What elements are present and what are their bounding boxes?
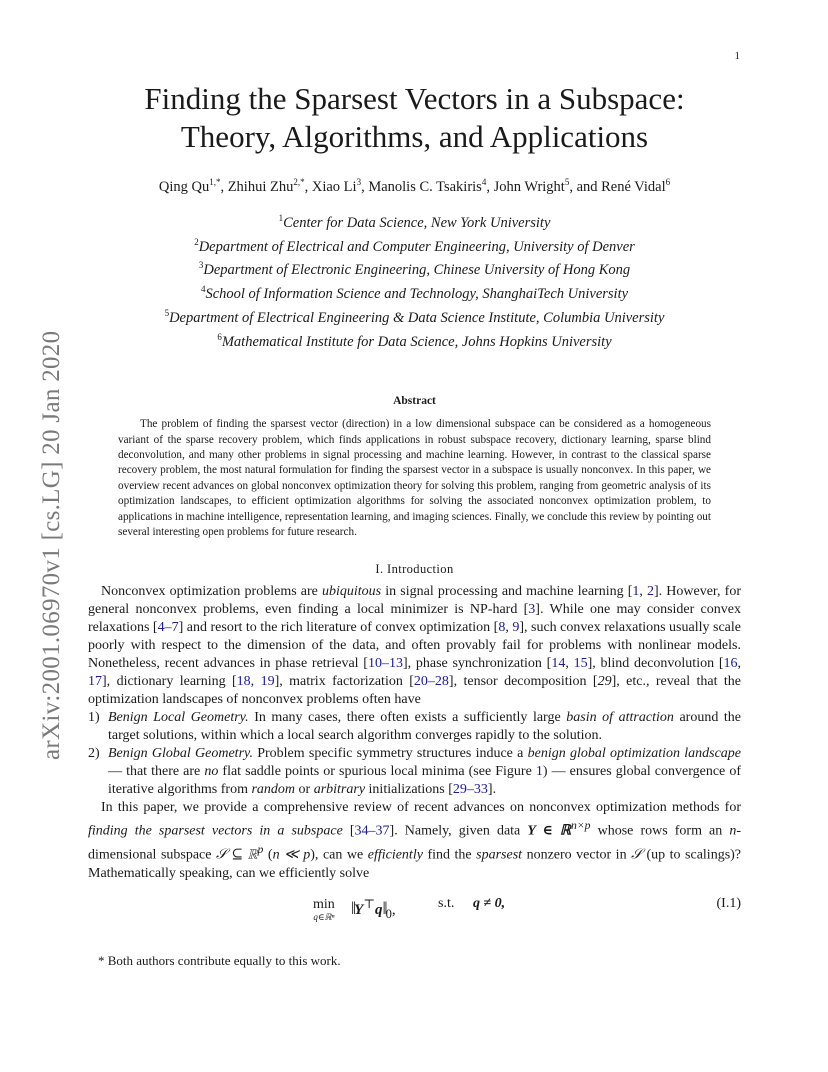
title-line-1: Finding the Sparsest Vectors in a Subspace: [144, 81, 685, 116]
math-superscript: p [257, 843, 264, 857]
text-run: ] and resort to the rich literature of convex optimization [ [178, 620, 499, 636]
author-name: Qing Qu [158, 178, 210, 195]
math-inline: 𝒮 [631, 847, 642, 863]
affiliation-mark: 3 [198, 260, 204, 271]
emphasis-text: efficiently [367, 847, 423, 863]
emphasis-text: benign global optimization landscape [527, 746, 741, 762]
equation-norm [351, 896, 396, 922]
text-run: whose rows form an [590, 824, 730, 840]
author-name: John Wright [493, 178, 565, 195]
text-run: ], blind deconvolution [ [587, 656, 724, 672]
text-run: flat saddle points or spurious local minima (see Figure [218, 764, 536, 780]
affiliation-list [88, 209, 741, 352]
math-inline: Y ∈ ℝ [527, 824, 571, 840]
section-heading-introduction: I. Introduction [375, 562, 454, 577]
math-inline: n [729, 824, 737, 840]
text-run: initializations [ [365, 782, 453, 798]
citation-link[interactable]: 34–37 [354, 824, 390, 840]
emphasis-text: no [204, 764, 219, 780]
equation-constraint: q ≠ 0, [473, 895, 506, 911]
text-run: ( [263, 847, 273, 863]
text-run: , [565, 656, 574, 672]
text-run: ], tensor decomposition [ [448, 674, 598, 690]
text-run: In this paper, we provide a comprehensive review of recent advances on nonconvex optimization methods for [101, 800, 741, 816]
citation-link[interactable]: 14 [551, 656, 566, 672]
affiliation [88, 209, 741, 233]
geometry-property-list [88, 709, 741, 799]
citation-link[interactable]: 15 [573, 656, 588, 672]
equation-comma: , [391, 901, 396, 918]
text-run: find the [422, 847, 477, 863]
citation-link[interactable]: 8 [498, 620, 506, 636]
author-name: René Vidal [601, 178, 666, 195]
affiliation-text: School of Information Science and Technology, ShanghaiTech University [205, 286, 629, 303]
author-separator: , [304, 178, 312, 195]
author-affil-mark: 4 [481, 177, 487, 187]
min-label: min [313, 896, 335, 912]
equation-min-operator [313, 897, 335, 922]
author-name: Manolis C. Tsakiris [368, 178, 482, 195]
text-run: nonzero vector in [522, 847, 632, 863]
page-number: 1 [734, 50, 740, 62]
list-item [88, 745, 741, 799]
emphasis-text: finding the sparsest vectors in a subspace [88, 824, 343, 840]
affiliation-mark: 1 [278, 212, 284, 223]
author-affil-mark: 1,* [209, 177, 221, 187]
citation-link[interactable]: 1 [632, 584, 640, 600]
arxiv-identifier-stamp[interactable]: arXiv:2001.06970v1 [cs.LG] 20 Jan 2020 [38, 330, 65, 760]
author-affil-mark: 3 [356, 177, 362, 187]
emphasis-text: random [251, 782, 296, 798]
paper-title [88, 80, 741, 156]
text-run: around the target solutions, within which a local search algorithm converges rapidly to the solution. [108, 710, 742, 744]
equation-I-1 [88, 891, 741, 931]
text-run: — that there are [108, 764, 205, 780]
text-run: In many cases, there often exists a sufficiently large [248, 710, 567, 726]
citation-link[interactable]: 3 [528, 602, 536, 618]
min-subscript: q∈ℝⁿ [313, 911, 335, 922]
norm-bar: ‖ [382, 897, 386, 918]
figure-link[interactable]: 1 [535, 764, 543, 780]
text-run: ], matrix factorization [ [274, 674, 414, 690]
abstract-block [118, 394, 711, 541]
text-run: ]. However, for general nonconvex problems, even finding a local minimizer is NP-hard [ [88, 584, 741, 618]
text-run: [ [342, 824, 355, 840]
subject-to-label: s.t. [438, 895, 455, 911]
author-list [88, 172, 741, 197]
norm-bar: ‖ [351, 897, 355, 918]
citation-link[interactable]: 16 [723, 656, 738, 672]
affiliation-mark: 4 [200, 284, 206, 295]
author-separator: , and [569, 178, 602, 195]
text-run: ], phase synchronization [ [402, 656, 552, 672]
text-run: Nonconvex optimization problems are [101, 584, 322, 600]
citation-link[interactable]: 4–7 [157, 620, 179, 636]
text-run: , [505, 620, 513, 636]
text-run: , [737, 656, 741, 672]
affiliation [88, 304, 741, 328]
affiliation-text: Department of Electrical Engineering & Data Science Institute, Columbia University [169, 309, 665, 326]
footnote: * Both authors contribute equally to this work. [98, 952, 341, 968]
text-run: , [639, 584, 647, 600]
title-line-2: Theory, Algorithms, and Applications [180, 119, 649, 154]
citation-link[interactable]: 9 [512, 620, 520, 636]
author-name: Xiao Li [311, 178, 357, 195]
math-superscript: n×p [570, 819, 591, 833]
math-inline: n ≪ p [272, 847, 311, 863]
transpose-symbol: ⊤ [363, 896, 375, 911]
math-vector-q: q [375, 901, 383, 918]
text-run: or [295, 782, 314, 798]
list-item-number: 2) [88, 746, 100, 762]
affiliation [88, 328, 741, 352]
text-run: ]. Namely, given data [389, 824, 528, 840]
affiliation-text: Center for Data Science, New York University [283, 214, 551, 231]
affiliation [88, 280, 741, 304]
text-run: ], such convex relaxations usually scale poorly with respect to the dimension of the data, and often provably fail for problems with nonlinear models. Nonetheless, recent advances in phase retrieval [ [88, 620, 741, 672]
equation-number: (I.1) [716, 895, 741, 911]
abstract-heading: Abstract [393, 394, 436, 407]
intro-paragraph-2 [88, 799, 741, 882]
text-run: ), can we [310, 847, 368, 863]
citation-link[interactable]: 2 [647, 584, 654, 600]
author-affil-mark: 6 [665, 177, 671, 187]
emphasis-text: ubiquitous [322, 584, 382, 600]
affiliation [88, 256, 741, 280]
author-affil-mark: 5 [564, 177, 570, 187]
paper-content [88, 80, 741, 969]
citation-link[interactable]: 19 [260, 674, 275, 690]
text-run: -dimensional subspace [88, 824, 741, 863]
text-run: ], etc., reveal that the optimization landscapes of nonconvex problems often have [88, 674, 741, 708]
text-run: Problem specific symmetry structures induce a [252, 746, 528, 762]
emphasis-text: basin of attraction [566, 710, 674, 726]
emphasis-text: Benign Global Geometry. [108, 746, 253, 762]
text-run: ]. While one may consider convex relaxations [ [88, 602, 741, 636]
affiliation-mark: 5 [164, 308, 170, 319]
affiliation-text: Department of Electronic Engineering, Chinese University of Hong Kong [203, 262, 631, 279]
affiliation-mark: 2 [194, 236, 199, 247]
norm-subscript: 0 [385, 906, 392, 921]
emphasis-text: sparsest [476, 847, 523, 863]
author-separator: , [486, 178, 494, 195]
author-separator: , [220, 178, 228, 195]
citation-link[interactable]: 17 [88, 674, 102, 690]
text-run: in signal processing and machine learning [ [381, 584, 633, 600]
text-run: (up to scalings)? Mathematically speaking, can we efficiently solve [88, 847, 742, 881]
text-run: ], dictionary learning [ [102, 674, 237, 690]
list-item-number: 1) [88, 710, 100, 726]
abstract-body: The problem of finding the sparsest vector (direction) in a low dimensional subspace can be considered as a homogeneous variant of the sparse recovery problem, which finds applications in robust subspace recovery, dictionary learning, sparse blind deconvolution, and many other problems in signal processing and machine learning. However, in contrast to the classical sparse recovery problem, the most natural formulation for finding the sparsest vector in a subspace is usually nonconvex. In this paper, we overview recent advances on global nonconvex optimization theory for solving this problem, ranging from geometric analysis of its optimization landscapes, to efficient optimization algorithms for solving the associated nonconvex optimization problem, to applications in machine intelligence, representation learning, and imaging sciences. Finally, we conclude this review by pointing out several interesting open problems for future research. [118, 418, 711, 539]
emphasis-text: 29 [597, 674, 612, 690]
citation-link[interactable]: 29–33 [452, 782, 488, 798]
math-inline: 𝒮 ⊆ ℝ [216, 847, 258, 863]
intro-paragraph-1 [88, 583, 741, 709]
affiliation [88, 233, 741, 257]
math-matrix-y: Y [354, 901, 364, 918]
emphasis-text: arbitrary [313, 782, 366, 798]
affiliation-text: Mathematical Institute for Data Science, Johns Hopkins University [221, 333, 612, 350]
citation-link[interactable]: 20–28 [413, 674, 449, 690]
author-name: Zhihui Zhu [227, 178, 294, 195]
affiliation-text: Department of Electrical and Computer Engineering, University of Denver [198, 238, 635, 255]
author-affil-mark: 2,* [293, 177, 305, 187]
affiliation-mark: 6 [217, 331, 222, 342]
author-separator: , [361, 178, 369, 195]
text-run: , [250, 674, 261, 690]
text-run: ]. [487, 782, 497, 798]
list-item [88, 709, 741, 745]
citation-link[interactable]: 18 [236, 674, 251, 690]
text-run: ) — ensures global convergence of iterative algorithms from [108, 764, 742, 798]
emphasis-text: Benign Local Geometry. [108, 710, 249, 726]
citation-link[interactable]: 10–13 [367, 656, 403, 672]
